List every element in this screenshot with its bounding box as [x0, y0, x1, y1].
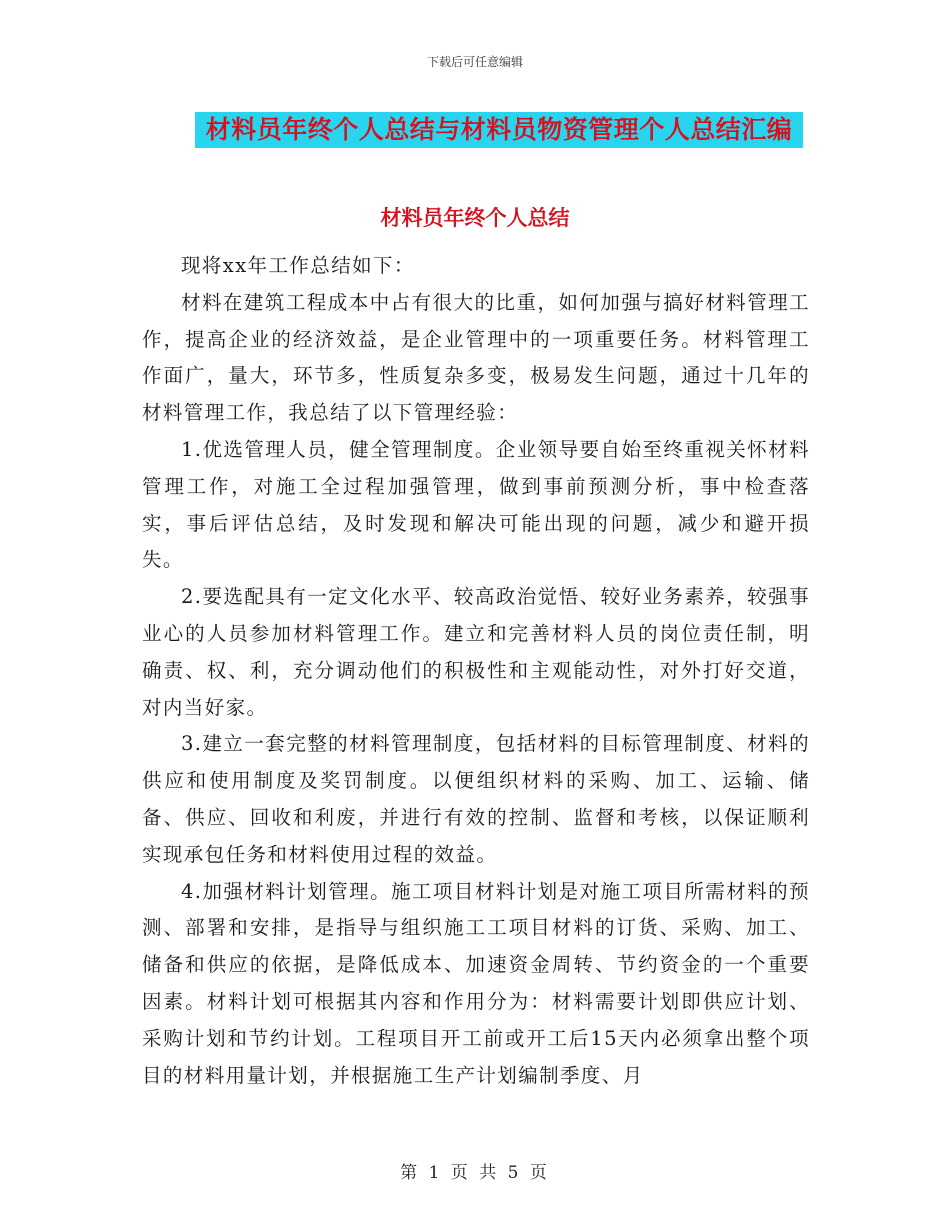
paragraph: 材料在建筑工程成本中占有很大的比重，如何加强与搞好材料管理工作，提高企业的经济效益，是企业管理中的一项重要任务。材料管理工作面广，量大，环节多，性质复杂多变，极易发生问题，通过十几年的材料管理工作，我总结了以下管理经验： [142, 290, 810, 425]
paragraph: 1.优选管理人员，健全管理制度。企业领导要自始至终重视关怀材料管理工作，对施工全过程加强管理，做到事前预测分析，事中检查落实，事后评估总结，及时发现和解决可能出现的问题，减少和避开损失。 [142, 437, 810, 572]
paragraph: 3.建立一套完整的材料管理制度，包括材料的目标管理制度、材料的供应和使用制度及奖罚制度。以便组织材料的采购、加工、运输、储备、供应、回收和利废，并进行有效的控制、监督和考核，以保证顺利实现承包任务和材料使用过程的效益。 [142, 732, 810, 866]
paragraph: 现将xx年工作总结如下： [181, 254, 415, 277]
page-number-footer: 第 1 页 共 5 页 [400, 1163, 550, 1183]
paragraph: 2.要选配具有一定文化水平、较高政治觉悟、较好业务素养，较强事业心的人员参加材料管理工作。建立和完善材料人员的岗位责任制，明确责、权、利，充分调动他们的积极性和主观能动性，对外打好交道，对内当好家。 [142, 585, 810, 719]
document-body [142, 248, 810, 1094]
page-header-note: 下载后可任意编辑 [426, 55, 523, 69]
document-title: 材料员年终个人总结与材料员物资管理个人总结汇编 [205, 115, 793, 144]
paragraph: 4.加强材料计划管理。施工项目材料计划是对施工项目所需材料的预测、部署和安排，是指导与组织施工工项目材料的订货、采购、加工、储备和供应的依据，是降低成本、加速资金周转、节约资金的一个重要因素。材料计划可根据其内容和作用分为：材料需要计划即供应计划、采购计划和节约计划。工程项目开工前或开工后15天内必须拿出整个项目的材料用量计划，并根据施工生产计划编制季度、月 [142, 879, 810, 1087]
section-title: 材料员年终个人总结 [380, 206, 570, 230]
